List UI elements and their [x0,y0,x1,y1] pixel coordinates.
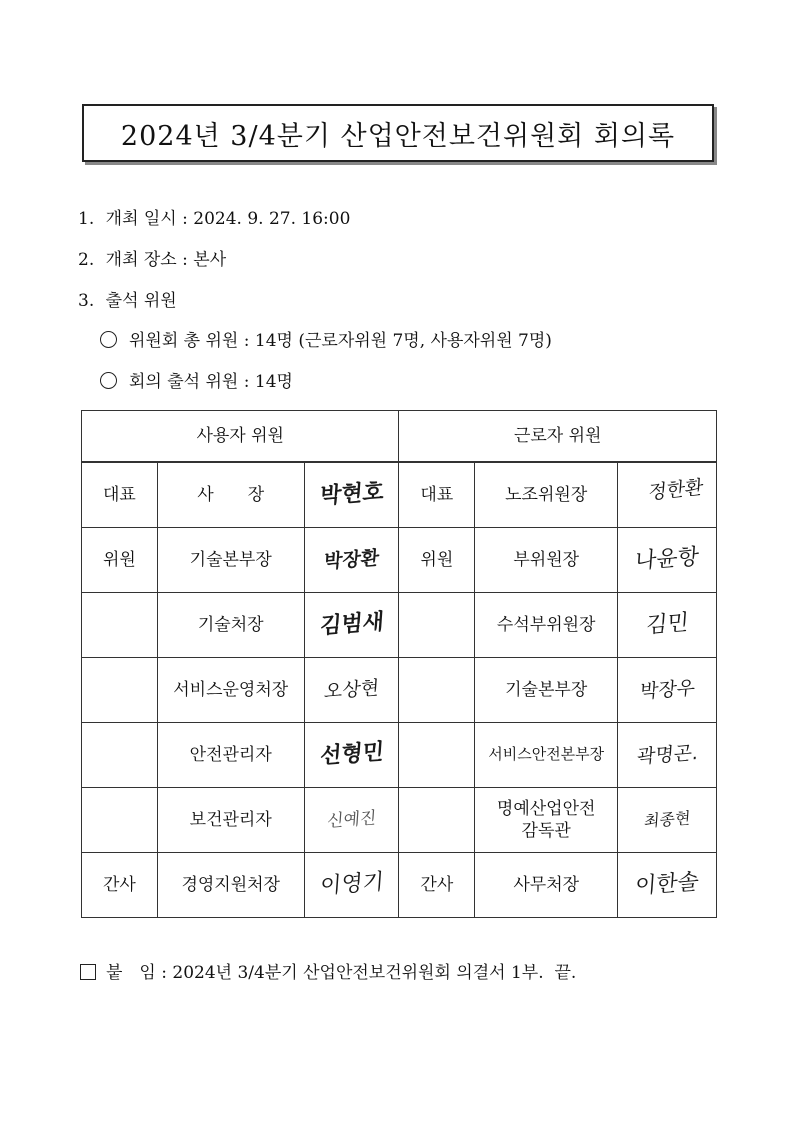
item-number: 3. [78,291,95,311]
signature-text: 신예진 [326,808,377,832]
table-row [82,593,717,658]
circle-bullet-icon [100,372,117,389]
meeting-date-value: 2024. 9. 27. 16:00 [193,209,351,229]
circle-bullet-icon [100,331,117,348]
employer-signature [304,788,399,853]
worker-title [475,788,618,853]
worker-title: 노조위원장 [475,462,618,528]
worker-role [399,788,475,853]
employer-role [82,593,158,658]
employer-title: 서비스운영처장 [157,658,304,723]
meeting-place-line [78,245,226,270]
worker-signature [618,723,717,788]
worker-title: 서비스안전본부장 [475,723,618,788]
table-row [82,788,717,853]
signature-text: 박현호 [318,479,385,510]
worker-role [399,593,475,658]
employer-title: 기술본부장 [157,528,304,593]
worker-title: 기술본부장 [475,658,618,723]
employer-signature [304,658,399,723]
document-title: 2024년 3/4분기 산업안전보건위원회 회의록 [82,104,714,162]
worker-title: 부위원장 [475,528,618,593]
present-members-label: 회의 출석 위원 [129,372,239,392]
employer-title: 안전관리자 [157,723,304,788]
meeting-date-line [78,204,350,229]
worker-signature [618,658,717,723]
attachment-line: 붙 임 : 2024년 3/4분기 산업안전보건위원회 의결서 1부. 끝. [80,958,576,983]
table-row [82,658,717,723]
employer-title: 기술처장 [157,593,304,658]
attachment-label: 붙 임 [106,963,156,983]
worker-title: 사무처장 [475,853,618,918]
signature-text: 김범새 [318,609,385,640]
attendance-label: 출석 위원 [105,291,177,311]
attendance-heading [78,286,177,311]
present-members-line: 회의 출석 위원 : 14명 [100,367,293,392]
worker-members-header: 근로자 위원 [399,411,717,463]
employer-title: 보건관리자 [157,788,304,853]
worker-role [399,723,475,788]
signature-text: 이한솔 [634,869,700,900]
employer-signature [304,723,399,788]
square-bullet-icon [80,964,96,980]
attachment-value: 2024년 3/4분기 산업안전보건위원회 의결서 1부. [172,963,544,983]
meeting-date-label: 개최 일시 [105,209,177,229]
signature-text: 박장우 [638,676,696,703]
worker-signature [618,462,717,528]
signature-text: 선형민 [318,739,385,770]
signature-text: 박장환 [323,546,380,573]
attendance-table [81,410,717,918]
table-row [82,462,717,528]
employer-role [82,788,158,853]
worker-role: 위원 [399,528,475,593]
meeting-place-label: 개최 장소 [105,250,177,270]
total-members-line: 위원회 총 위원 : 14명 (근로자위원 7명, 사용자위원 7명) [100,326,552,351]
worker-role: 간사 [399,853,475,918]
item-number: 2. [78,250,95,270]
item-number: 1. [78,209,95,229]
signature-text: 곽명곤. [635,741,699,768]
total-members-value: 14명 (근로자위원 7명, 사용자위원 7명) [254,331,552,351]
signature-text: 이영기 [318,869,385,900]
worker-role: 대표 [399,462,475,528]
signature-text: 오상현 [323,676,380,703]
worker-signature [618,853,717,918]
signature-text: 나윤항 [634,544,700,575]
employer-signature [304,528,399,593]
table-row [82,853,717,918]
present-members-value: 14명 [254,372,293,392]
table-header-row [82,411,717,463]
employer-signature [304,853,399,918]
signature-text: 김민 [645,610,690,639]
end-mark: 끝. [554,963,577,983]
worker-title-text: 명예산업안전 감독관 [496,798,596,841]
employer-role [82,658,158,723]
worker-signature [618,593,717,658]
signature-text: 정한환 [647,475,704,504]
employer-role [82,723,158,788]
signature-text: 최종현 [643,808,691,831]
employer-role: 간사 [82,853,158,918]
meeting-place-value: 본사 [193,250,227,270]
employer-signature [304,462,399,528]
employer-members-header: 사용자 위원 [82,411,399,463]
table-row [82,723,717,788]
table-row [82,528,717,593]
total-members-label: 위원회 총 위원 [129,331,239,351]
employer-role: 위원 [82,528,158,593]
worker-role [399,658,475,723]
worker-signature [618,788,717,853]
colon: : [182,209,194,229]
colon: : [182,250,194,270]
employer-role: 대표 [82,462,158,528]
worker-signature [618,528,717,593]
employer-title: 사 장 [157,462,304,528]
employer-title: 경영지원처장 [157,853,304,918]
worker-title: 수석부위원장 [475,593,618,658]
employer-signature [304,593,399,658]
